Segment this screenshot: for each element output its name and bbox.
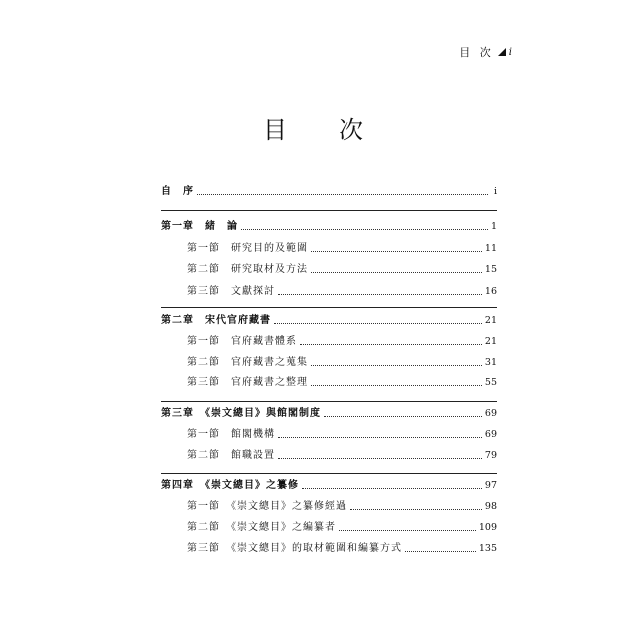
- toc-page-number: i: [493, 186, 497, 197]
- toc-entry-4-1: [187, 499, 497, 515]
- toc-entry-2-3: [187, 375, 497, 391]
- toc-label: 第三節 文獻探討: [187, 286, 275, 297]
- toc-entry-chapter-2: [161, 313, 497, 329]
- section-divider: [161, 307, 497, 308]
- toc-entry-3-2: [187, 448, 497, 464]
- toc-entry-preface: [161, 184, 497, 200]
- toc-label: 第四章 《崇文總目》之纂修: [161, 480, 299, 491]
- toc-entry-4-2: [187, 520, 497, 536]
- toc-page-number: 15: [484, 264, 497, 275]
- leader-dots: [274, 322, 482, 324]
- running-head: [459, 44, 512, 60]
- toc-page-number: 69: [484, 408, 497, 419]
- triangle-icon: [498, 48, 506, 56]
- running-head-page: i: [508, 46, 512, 58]
- toc-entry-2-1: [187, 334, 497, 350]
- toc-label: 第一節 《崇文總目》之纂修經過: [187, 501, 347, 512]
- toc-page-number: 1: [490, 221, 497, 232]
- toc-entry-1-1: [187, 241, 497, 257]
- toc-entry-1-2: [187, 262, 497, 278]
- toc-label: 第二節 研究取材及方法: [187, 264, 308, 275]
- toc-page-number: 55: [484, 377, 497, 388]
- toc-entry-3-1: [187, 427, 497, 443]
- leader-dots: [241, 228, 488, 230]
- leader-dots: [300, 343, 482, 345]
- toc-label: 第二節 館職設置: [187, 450, 275, 461]
- toc-page-number: 21: [484, 336, 497, 347]
- toc-label: 第一節 研究目的及範圍: [187, 243, 308, 254]
- toc-label: 第一章 緒 論: [161, 221, 238, 232]
- leader-dots: [302, 487, 482, 489]
- toc-page-number: 16: [484, 286, 497, 297]
- leader-dots: [405, 550, 476, 552]
- leader-dots: [278, 436, 482, 438]
- toc-page-number: 79: [484, 450, 497, 461]
- toc-label: 第二節 官府藏書之蒐集: [187, 357, 308, 368]
- toc-page-number: 97: [484, 480, 497, 491]
- leader-dots: [278, 293, 482, 295]
- leader-dots: [350, 508, 482, 510]
- toc-page-number: 69: [484, 429, 497, 440]
- section-divider: [161, 210, 497, 211]
- leader-dots: [324, 415, 482, 417]
- toc-page-number: 21: [484, 315, 497, 326]
- toc-label: 第三節 《崇文總目》的取材範圍和編纂方式: [187, 543, 402, 554]
- toc-entry-chapter-3: [161, 406, 497, 422]
- page-title: 目 次: [263, 116, 377, 144]
- toc-page-number: 98: [484, 501, 497, 512]
- toc-label: 自 序: [161, 186, 194, 197]
- running-head-title: 目 次: [459, 46, 494, 59]
- toc-label: 第二章 宋代官府藏書: [161, 315, 271, 326]
- leader-dots: [311, 250, 482, 252]
- section-divider: [161, 473, 497, 474]
- leader-dots: [197, 193, 488, 195]
- toc-page-number: 109: [478, 522, 497, 533]
- toc-entry-1-3: [187, 284, 497, 300]
- toc-entry-chapter-1: [161, 219, 497, 235]
- toc-entry-2-2: [187, 355, 497, 371]
- leader-dots: [278, 457, 482, 459]
- section-divider: [161, 401, 497, 402]
- toc-label: 第三節 官府藏書之整理: [187, 377, 308, 388]
- toc-page-number: 135: [478, 543, 497, 554]
- leader-dots: [339, 529, 476, 531]
- toc-label: 第一節 館閣機構: [187, 429, 275, 440]
- leader-dots: [311, 271, 482, 273]
- toc-page-number: 11: [484, 243, 497, 254]
- toc-label: 第一節 官府藏書體系: [187, 336, 297, 347]
- toc-page-number: 31: [484, 357, 497, 368]
- toc-entry-4-3: [187, 541, 497, 557]
- leader-dots: [311, 364, 482, 366]
- leader-dots: [311, 384, 482, 386]
- toc-entry-chapter-4: [161, 478, 497, 494]
- toc-label: 第二節 《崇文總目》之編纂者: [187, 522, 336, 533]
- toc-label: 第三章 《崇文總目》與館閣制度: [161, 408, 321, 419]
